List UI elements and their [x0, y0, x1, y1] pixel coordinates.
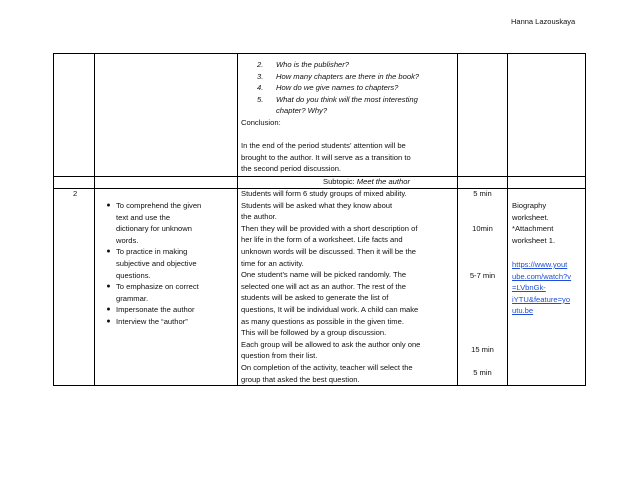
resource-line: *Attachment [512, 224, 554, 234]
subtopic-label: Subtopic: [323, 177, 355, 186]
duration-label: 10min [472, 224, 493, 233]
objective-line: To emphasize on correct [116, 282, 199, 292]
activity-line: Each group will be allowed to ask the author only one [241, 339, 421, 349]
activity-line: time for an activity. [241, 258, 304, 268]
question-line [257, 105, 419, 117]
link-line[interactable]: utu.be [512, 306, 534, 316]
objective-line: dictionary for unknown [116, 224, 192, 234]
activity-line: as many questions as possible in the given time. [241, 316, 404, 326]
objective-line: grammar. [116, 293, 149, 303]
conclusion-line: brought to the author. It will serve as a transition to [241, 152, 411, 162]
question-number [257, 105, 268, 117]
question-line [257, 71, 419, 83]
resource-line: worksheet. [512, 212, 549, 222]
question-text: What do you think will the most interesting [276, 94, 418, 104]
activity-line: the author. [241, 212, 277, 222]
question-line [257, 82, 419, 94]
duration-label: 5 min [473, 189, 492, 198]
objective-line: To comprehend the given [116, 201, 202, 210]
objective-text [116, 304, 195, 316]
bullet-icon: ● [106, 317, 111, 325]
objective-line: questions. [116, 270, 151, 280]
conclusion-line: the second period discussion. [241, 164, 342, 174]
resource-link[interactable] [512, 259, 571, 317]
question-text: How do we give names to chapters? [276, 83, 399, 93]
question-text: Who is the publisher? [276, 60, 350, 69]
objective-text [116, 316, 188, 328]
activity-line: questions, It will be individual work. A child can make [241, 304, 419, 314]
link-line[interactable]: iYTU&feature=yo [512, 294, 571, 304]
objective-item [101, 304, 201, 316]
activity-line: her life in the form of a worksheet. Life facts and [241, 235, 403, 245]
objective-text [116, 200, 201, 246]
objective-line: To practice in making [116, 247, 188, 257]
objective-item [101, 246, 201, 281]
conclusion-text [241, 140, 411, 175]
objective-line: text and use the [116, 212, 171, 222]
objective-text [116, 246, 197, 281]
activity-line: group that asked the best question. [241, 374, 360, 384]
objective-line: Impersonate the author [116, 305, 195, 315]
activity-line: Students will be asked what they know about [241, 200, 393, 210]
link-line[interactable]: =LVbnGk- [512, 283, 546, 293]
row-number: 2 [73, 189, 78, 198]
activity-line: question from their list. [241, 351, 318, 361]
duration-label: 5-7 min [469, 271, 496, 280]
activity-line: This will be followed by a group discussion. [241, 328, 387, 338]
activity-line: Then they will be provided with a short description of [241, 223, 418, 233]
conclusion-label: Conclusion: [241, 118, 281, 127]
objective-line: subjective and objective [116, 258, 197, 268]
question-item [257, 71, 419, 83]
activity-line: Students will form 6 study groups of mixed ability. [241, 189, 407, 198]
column-divider [457, 54, 458, 385]
lesson-plan-table [53, 53, 586, 386]
conclusion-line: In the end of the period students’ attention will be [241, 141, 406, 150]
bullet-icon: ● [106, 283, 111, 291]
question-number: 3. [257, 71, 264, 81]
duration-label: 5 min [473, 368, 492, 377]
resources-text [512, 200, 555, 246]
objective-line: Interview the “author” [116, 316, 188, 326]
subtopic-title: Meet the author [356, 177, 410, 186]
column-divider [507, 54, 508, 385]
objectives-list [101, 200, 201, 328]
subtopic-heading [323, 176, 410, 188]
question-number: 5. [257, 94, 264, 104]
objective-item [101, 281, 201, 304]
question-number: 4. [257, 83, 264, 93]
bullet-icon: ● [106, 202, 111, 209]
question-line [257, 94, 419, 106]
question-item [257, 94, 419, 117]
link-line[interactable]: https://www.yout [512, 260, 568, 269]
question-text: How many chapters are there in the book? [276, 71, 420, 81]
activity-line: unknown words will be discussed. Then it will be the [241, 246, 417, 256]
question-line [257, 59, 419, 71]
activity-description [241, 188, 420, 385]
question-item [257, 59, 419, 71]
objective-item [101, 316, 201, 328]
resource-line: worksheet 1. [512, 235, 556, 245]
activity-line: One student’s name will be picked randomly. The [241, 270, 407, 280]
document-author-header: Hanna Lazouskaya [511, 17, 576, 26]
question-number: 2. [257, 60, 264, 69]
guiding-questions-list [257, 59, 419, 117]
objective-text [116, 281, 199, 304]
link-line[interactable]: ube.com/watch?v [512, 271, 572, 281]
activity-line: On completion of the activity, teacher will select the [241, 362, 413, 372]
objective-item [101, 200, 201, 246]
activity-line: students will be asked to generate the list of [241, 293, 389, 303]
row-divider [54, 176, 585, 177]
bullet-icon: ● [106, 248, 111, 256]
column-divider [237, 54, 238, 385]
bullet-icon: ● [106, 306, 111, 314]
resource-line: Biography [512, 201, 547, 210]
objective-line: words. [116, 235, 139, 245]
question-item [257, 82, 419, 94]
question-text: chapter? Why? [276, 106, 328, 116]
duration-label: 15 min [471, 345, 494, 354]
activity-line: selected one will act as an author. The rest of the [241, 281, 406, 291]
column-divider [94, 54, 95, 385]
